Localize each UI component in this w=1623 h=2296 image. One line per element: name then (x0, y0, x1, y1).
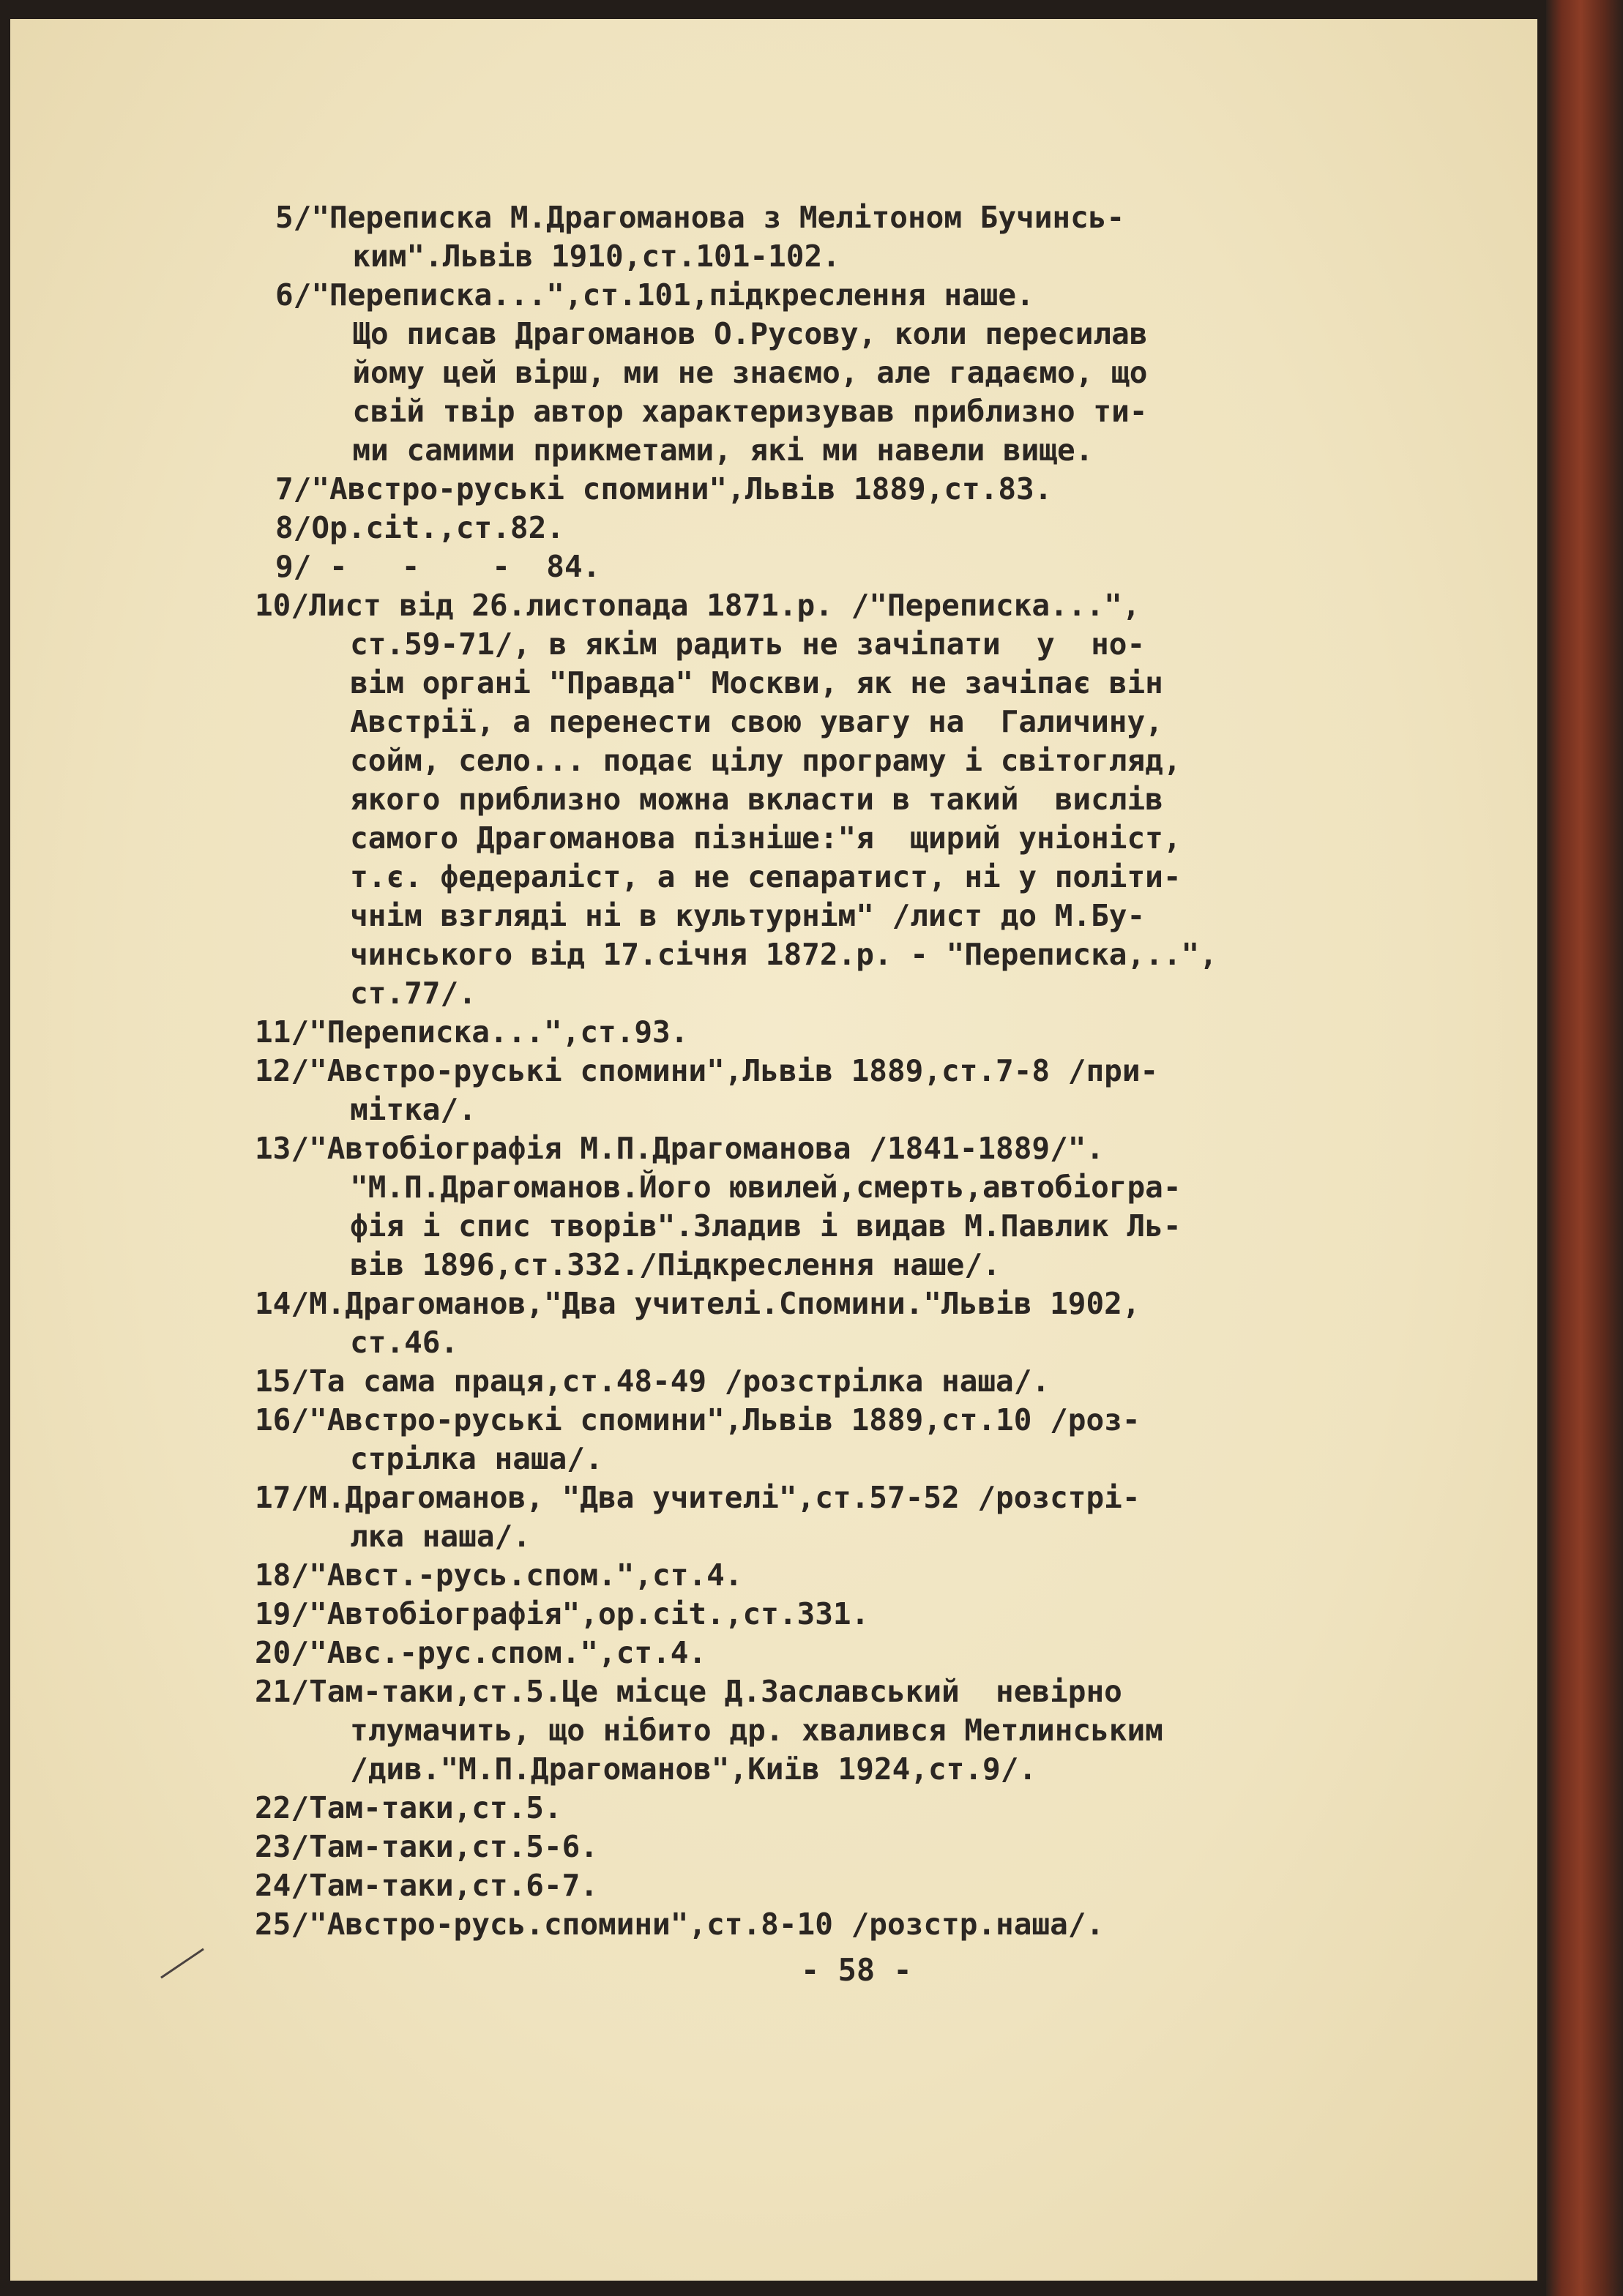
footnote-number: 7/ (275, 471, 312, 506)
footnote-line: ст.59-71/, в якім радить не зачіпати у но- (350, 627, 1146, 662)
footnote-line: Op.cit.,ст.82. (311, 510, 564, 545)
footnote-line: Там-таки,ст.5.Це місце Д.Заславський невірно (309, 1674, 1122, 1709)
footnote (255, 1828, 1505, 1866)
footnote-line: лка наша/. (350, 1519, 531, 1554)
footnote-line: якого приблизно можна вкласти в такий вислів (350, 782, 1163, 817)
footnote-text (309, 1478, 1505, 1556)
footnote-line: вім органі "Правда" Москви, як не зачіпає він (350, 665, 1163, 700)
footnote (275, 547, 1505, 586)
footnote (255, 1789, 1505, 1828)
footnote-line: "Австро-руські спомини",Львів 1889,ст.7-8 /при- (309, 1053, 1159, 1088)
footnote-text (311, 198, 1505, 276)
footnote-number: 11/ (255, 1014, 310, 1050)
footnote-number: 20/ (255, 1635, 310, 1670)
footnote-text (309, 1595, 1505, 1634)
footnote (255, 1362, 1505, 1401)
footnote-number: 15/ (255, 1364, 310, 1399)
footnote-text (311, 547, 1505, 586)
footnote-line: самого Драгоманова пізніше:"я щирий уніоніст, (350, 820, 1182, 856)
footnote-line: свій твір автор характеризував приблизно ти- (352, 394, 1148, 429)
footnote-line: ст.46. (350, 1325, 459, 1360)
footnote (275, 198, 1505, 276)
footnote (255, 1556, 1505, 1595)
footnote-line: т.є. федераліст, а не сепаратист, ні у політи- (350, 859, 1182, 894)
footnote-line: М.Драгоманов,"Два учителі.Спомини."Львів 1902, (309, 1286, 1141, 1321)
footnote-line: М.Драгоманов, "Два учителі",ст.57-52 /розстрі- (309, 1480, 1141, 1515)
footnote (255, 586, 1505, 1013)
footnote-line: стрілка наша/. (350, 1441, 603, 1476)
footnote-line: "Австро-руські спомини",Львів 1889,ст.83. (311, 471, 1053, 506)
footnote-line: "Автобіографія",op.cit.,ст.331. (309, 1596, 870, 1631)
footnote-number: 18/ (255, 1558, 310, 1593)
footnote (275, 276, 1505, 470)
footnote-line: "Переписка...",ст.93. (309, 1014, 689, 1050)
footnote (255, 1672, 1505, 1789)
footnote-text (309, 1013, 1505, 1052)
footnote-line: тлумачить, що нібито др. хвалився Метлинським (350, 1713, 1163, 1748)
footnote-text (309, 1866, 1505, 1905)
footnote-number: 8/ (275, 510, 312, 545)
footnote-list (255, 198, 1505, 1944)
footnote-line: "Авст.-русь.спом.",ст.4. (309, 1558, 743, 1593)
footnote-line: /див."М.П.Драгоманов",Київ 1924,ст.9/. (350, 1751, 1037, 1787)
footnote-line: ким".Львів 1910,ст.101-102. (352, 239, 840, 274)
footnote-number: 10/ (255, 588, 310, 623)
footnote-text (309, 1556, 1505, 1595)
footnote-line: чнім взгляді ні в культурнім" /лист до М.Бу- (350, 898, 1146, 933)
footnote (255, 1285, 1505, 1362)
footnote (275, 509, 1505, 547)
footnote-text (309, 1672, 1505, 1789)
footnote-number: 13/ (255, 1131, 310, 1166)
footnote-number: 25/ (255, 1907, 310, 1942)
footnote-text (309, 1362, 1505, 1401)
footnote-line: Там-таки,ст.6-7. (309, 1868, 599, 1903)
pencil-mark (160, 1948, 204, 1979)
footnote (275, 470, 1505, 509)
footnote (255, 1866, 1505, 1905)
footnote-line: "Автобіографія М.П.Драгоманова /1841-1889/". (309, 1131, 1105, 1166)
footnote-text (311, 470, 1505, 509)
footnote-line: ст.77/. (350, 976, 477, 1011)
footnote-text (309, 1634, 1505, 1672)
footnote-text (309, 1828, 1505, 1866)
footnote-text (309, 1789, 1505, 1828)
footnote-text (309, 1285, 1505, 1362)
footnote-number: 6/ (275, 277, 312, 313)
footnote-text (309, 1905, 1505, 1944)
footnote-number: 16/ (255, 1402, 310, 1437)
footnote (255, 1905, 1505, 1944)
footnote-line: Австрії, а перенести свою увагу на Галичину, (350, 704, 1163, 739)
footnote-line: Та сама праця,ст.48-49 /розстрілка наша/. (309, 1364, 1051, 1399)
footnote-line: Там-таки,ст.5-6. (309, 1829, 599, 1864)
footnote (255, 1013, 1505, 1052)
footnote-line: "Австро-русь.спомини",ст.8-10 /розстр.наша/. (309, 1907, 1105, 1942)
footnote-number: 14/ (255, 1286, 310, 1321)
footnote-line: Там-таки,ст.5. (309, 1790, 562, 1825)
footnote-number: 5/ (275, 200, 312, 235)
footnote-line: сойм, село... подає цілу програму і світогляд, (350, 743, 1182, 778)
footnote-number: 24/ (255, 1868, 310, 1903)
footnote-line: чинського від 17.січня 1872.р. - "Переписка,..", (350, 937, 1217, 972)
footnote-text (311, 509, 1505, 547)
footnote-number: 22/ (255, 1790, 310, 1825)
footnote-number: 9/ (275, 549, 312, 584)
footnote-line: вів 1896,ст.332./Підкреслення наше/. (350, 1247, 1001, 1282)
book-spine (1546, 0, 1623, 2296)
footnote-line: "Переписка...",ст.101,підкреслення наше. (311, 277, 1034, 313)
footnote (255, 1595, 1505, 1634)
footnote-line: Лист від 26.листопада 1871.р. /"Переписка...", (309, 588, 1141, 623)
page-number: - 58 - (801, 1952, 912, 1988)
footnote-number: 12/ (255, 1053, 310, 1088)
footnote-line: "Переписка М.Драгоманова з Мелітоном Бучинсь- (311, 200, 1125, 235)
footnote-number: 23/ (255, 1829, 310, 1864)
page-sheet (10, 19, 1537, 2281)
footnote-text (309, 1129, 1505, 1285)
footnote-line: ми самими прикметами, які ми навели вище. (352, 433, 1094, 468)
footnote-line: йому цей вірш, ми не знаємо, але гадаємо, що (352, 355, 1148, 390)
footnote-line: - - - 84. (311, 549, 601, 584)
footnote-number: 17/ (255, 1480, 310, 1515)
footnote-number: 21/ (255, 1674, 310, 1709)
footnote-line: фія і спис творів".Зладив і видав М.Павлик Ль- (350, 1208, 1182, 1244)
footnote-line: Що писав Драгоманов О.Русову, коли пересилав (352, 316, 1148, 351)
footnote-text (309, 586, 1505, 1013)
footnote-line: "Авс.-рус.спом.",ст.4. (309, 1635, 707, 1670)
footnote (255, 1129, 1505, 1285)
footnote-text (309, 1401, 1505, 1478)
footnote (255, 1052, 1505, 1129)
footnote (255, 1634, 1505, 1672)
footnote-line: "М.П.Драгоманов.Його ювилей,смерть,автобіогра- (350, 1170, 1182, 1205)
footnote-text (309, 1052, 1505, 1129)
footnote-number: 19/ (255, 1596, 310, 1631)
footnote (255, 1401, 1505, 1478)
footnote-line: "Австро-руські спомини",Львів 1889,ст.10 /роз- (309, 1402, 1141, 1437)
footnote-line: мітка/. (350, 1092, 477, 1127)
footnote-text (311, 276, 1505, 470)
footnote (255, 1478, 1505, 1556)
